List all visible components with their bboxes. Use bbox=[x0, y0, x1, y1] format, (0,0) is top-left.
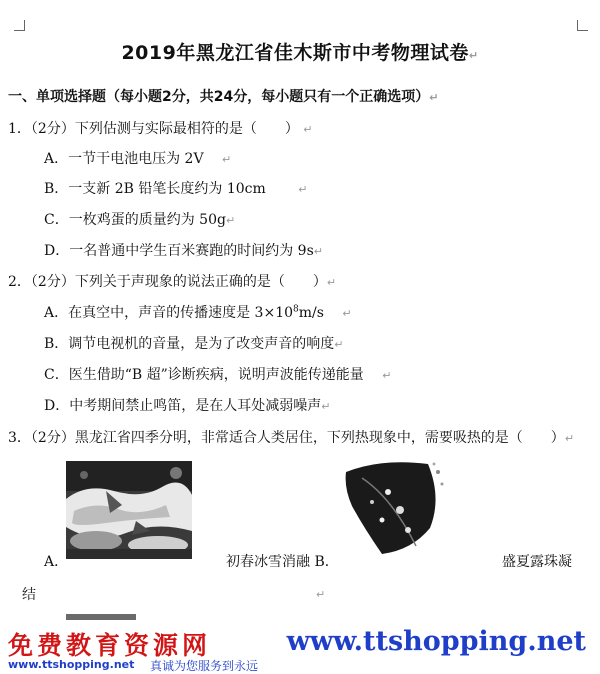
section-heading: 一、单项选择题（每小题2分，共24分，每小题只有一个正确选项）↵ bbox=[8, 89, 439, 105]
question-3-caption-b: 盛夏露珠凝 bbox=[502, 554, 572, 570]
crop-mark-top-left bbox=[14, 20, 25, 31]
question-2-option-d: D．中考期间禁止鸣笛，是在人耳处减弱噪声↵ bbox=[44, 398, 331, 414]
question-1-option-a: A．一节干电池电压为 2V ↵ bbox=[44, 151, 232, 167]
footer-url-small[interactable]: www.ttshopping.net bbox=[8, 658, 135, 671]
question-1-stem: 1．（2分）下列估测与实际最相符的是（ ） ↵ bbox=[8, 121, 313, 137]
footer-url-link[interactable]: www.ttshopping.net bbox=[286, 626, 586, 657]
question-3-option-a-label: A． bbox=[44, 554, 69, 570]
question-3-caption-a: 初春冰雪消融 B． bbox=[226, 554, 339, 570]
dew-on-leaf-image bbox=[342, 458, 452, 556]
paragraph-mark: ↵ bbox=[316, 588, 326, 601]
melting-snow-image bbox=[66, 461, 192, 559]
question-1-option-b: B．一支新 2B 铅笔长度约为 10cm ↵ bbox=[44, 181, 308, 197]
question-3-caption-b-continued: 结 bbox=[22, 587, 36, 603]
footer-banner bbox=[0, 620, 600, 673]
question-2-option-c: C．医生借助“B 超”诊断疾病，说明声波能传递能量 ↵ bbox=[44, 367, 392, 383]
question-3-stem: 3．（2分）黑龙江省四季分明，非常适合人类居住，下列热现象中，需要吸热的是（ ）↵ bbox=[8, 430, 575, 446]
question-1-option-c: C．一枚鸡蛋的质量约为 50g↵ bbox=[44, 212, 236, 228]
footer-brand-cn: 免费教育资源网 bbox=[8, 631, 212, 660]
question-2-option-a: A．在真空中，声音的传播速度是 $3\times 10^8m/s$ ↵ bbox=[44, 304, 352, 321]
question-1-option-d: D．一名普通中学生百米赛跑的时间约为 9s↵ bbox=[44, 243, 323, 259]
exam-title: 2019年黑龙江省佳木斯市中考物理试卷↵ bbox=[121, 42, 479, 64]
footer-slogan: 真诚为您服务到永远 bbox=[150, 659, 259, 673]
question-2-option-b: B．调节电视机的音量，是为了改变声音的响度↵ bbox=[44, 336, 344, 352]
question-2-stem: 2．（2分）下列关于声现象的说法正确的是（ ）↵ bbox=[8, 274, 337, 290]
crop-mark-top-right bbox=[577, 20, 588, 31]
